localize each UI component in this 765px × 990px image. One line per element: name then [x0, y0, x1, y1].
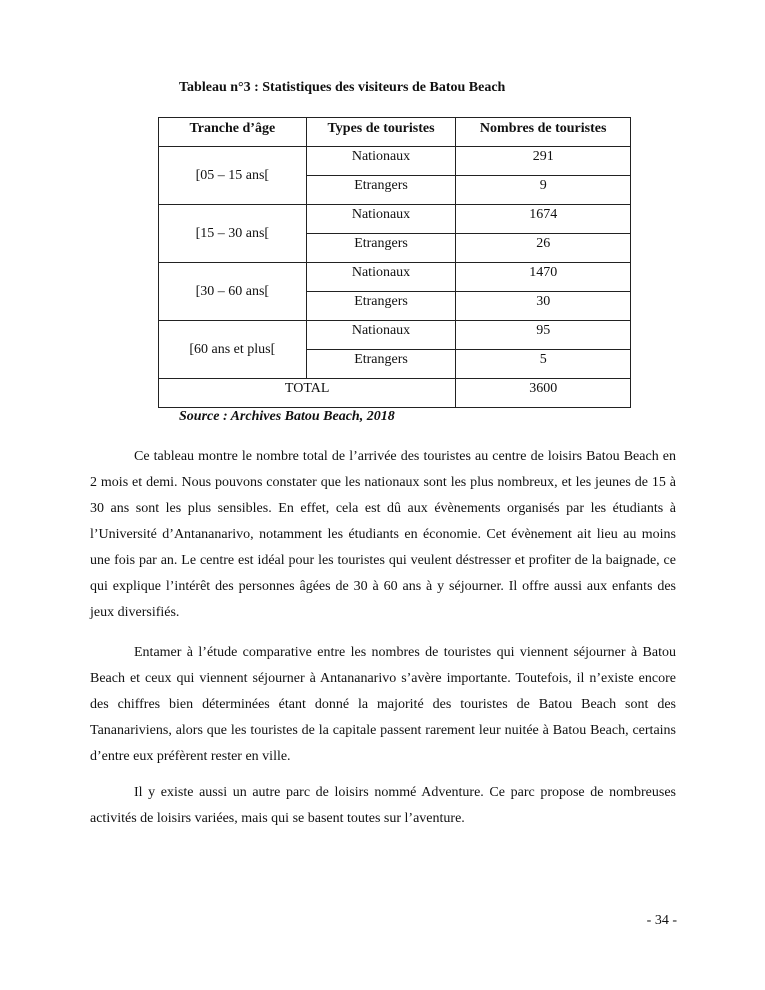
table-row — [159, 147, 631, 176]
tourist-count-cell: 5 — [456, 350, 631, 379]
table-row — [159, 321, 631, 350]
table-total-row — [159, 379, 631, 408]
tourist-count-cell: 95 — [456, 321, 631, 350]
header-age-range: Tranche d’âge — [159, 118, 307, 147]
age-range-cell: [30 – 60 ans[ — [159, 263, 307, 321]
page-number: - 34 - — [646, 913, 677, 928]
age-range-cell: [05 – 15 ans[ — [159, 147, 307, 205]
tourist-type-cell: Etrangers — [306, 350, 456, 379]
table-row — [159, 205, 631, 234]
body-paragraph: Entamer à l’étude comparative entre les nombres de touristes qui viennent séjourner à Batou Beach et ceux qui viennent séjourner à Antananarivo s’avère importante. Toutefois, il n’existe encore des chiffres bien déterminées étant donné la majorité des touristes de Batou Beach sont des Tananariviens, alors que les touristes de la capitale passent rarement leur nuitée à Batou Beach, certains d’entre eux préfèrent rester en ville. — [90, 645, 676, 764]
table-header-row — [159, 118, 631, 147]
table-row — [159, 263, 631, 292]
tourist-type-cell: Nationaux — [306, 147, 456, 176]
tourist-type-cell: Nationaux — [306, 321, 456, 350]
tourist-count-cell: 1674 — [456, 205, 631, 234]
visitor-statistics-table — [158, 117, 631, 408]
tourist-count-cell: 26 — [456, 234, 631, 263]
tourist-count-cell: 1470 — [456, 263, 631, 292]
age-range-cell: [15 – 30 ans[ — [159, 205, 307, 263]
tourist-type-cell: Etrangers — [306, 292, 456, 321]
tourist-count-cell: 291 — [456, 147, 631, 176]
total-value-cell: 3600 — [456, 379, 631, 408]
tourist-count-cell: 30 — [456, 292, 631, 321]
tourist-type-cell: Nationaux — [306, 205, 456, 234]
body-paragraph: Ce tableau montre le nombre total de l’arrivée des touristes au centre de loisirs Batou Beach en 2 mois et demi. Nous pouvons constater que les nationaux sont les plus nombreux, et les jeunes de 15 à 30 ans sont les plus sensibles. En effet, cela est dû aux évènements organisés par les étudiants à l’Université d’Antananarivo, notamment les étudiants en économie. Cet évènement ait lieu au moins une fois par an. Le centre est idéal pour les touristes qui veulent déstresser et profiter de la baignade, ce qui explique l’intérêt des personnes âgées de 30 à 60 ans à y séjourner. Il offre aussi aux enfants des jeux diversifiés. — [90, 449, 676, 620]
table-caption: Tableau n°3 : Statistiques des visiteurs de Batou Beach — [179, 80, 506, 95]
header-tourist-type: Types de touristes — [306, 118, 456, 147]
tourist-count-cell: 9 — [456, 176, 631, 205]
tourist-type-cell: Nationaux — [306, 263, 456, 292]
tourist-type-cell: Etrangers — [306, 234, 456, 263]
body-paragraph: Il y existe aussi un autre parc de loisirs nommé Adventure. Ce parc propose de nombreuses activités de loisirs variées, mais qui se basent toutes sur l’aventure. — [90, 785, 676, 826]
total-label-cell: TOTAL — [159, 379, 456, 408]
table-source: Source : Archives Batou Beach, 2018 — [179, 409, 395, 424]
tourist-type-cell: Etrangers — [306, 176, 456, 205]
age-range-cell: [60 ans et plus[ — [159, 321, 307, 379]
header-tourist-count: Nombres de touristes — [456, 118, 631, 147]
